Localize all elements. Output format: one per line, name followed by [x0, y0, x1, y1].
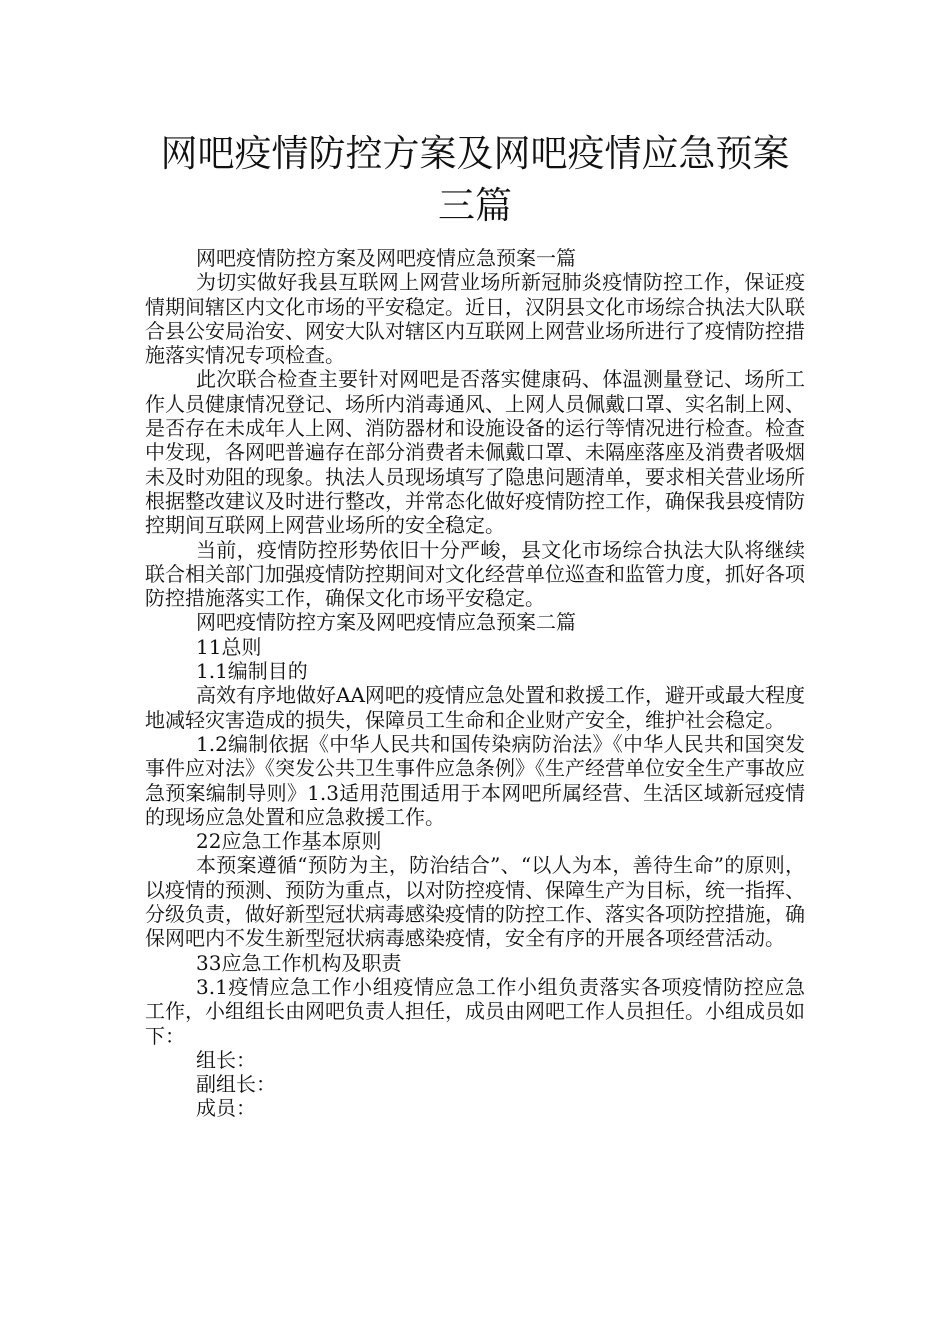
paragraph: 高效有序地做好AA网吧的疫情应急处置和救援工作，避开或最大程度地减轻灾害造成的损失，保障员工生命和企业财产安全，维护社会稳定。	[145, 683, 805, 732]
member-line-deputy: 副组长：	[196, 1072, 276, 1097]
paragraph: 当前，疫情防控形势依旧十分严峻，县文化市场综合执法大队将继续联合相关部门加强疫情防控期间对文化经营单位巡查和监管力度，抓好各项防控措施落实工作，确保文化市场平安稳定。	[145, 537, 805, 611]
paragraph: 此次联合检查主要针对网吧是否落实健康码、体温测量登记、场所工作人员健康情况登记、场所内消毒通风、上网人员佩戴口罩、实名制上网、是否存在未成年人上网、消防器材和设施设备的运行等情况进行检查。检查中发现，各网吧普遍存在部分消费者未佩戴口罩、未隔座落座及消费者吸烟未及时劝阻的现象。执法人员现场填写了隐患问题清单，要求相关营业场所根据整改建议及时进行整改，并常态化做好疫情防控工作，确保我县疫情防控期间互联网上网营业场所的安全稳定。	[145, 367, 805, 538]
document-body	[145, 246, 805, 1121]
section-heading: 11总则	[196, 634, 262, 659]
subsection-heading: 1.1编制目的	[196, 659, 308, 684]
paragraph-heading-part2: 网吧疫情防控方案及网吧疫情应急预案二篇	[196, 610, 576, 635]
paragraph: 本预案遵循“预防为主，防治结合”、“以人为本，善待生命”的原则，以疫情的预测、预防为重点，以对防控疫情、保障生产为目标，统一指挥、分级负责，做好新型冠状病毒感染疫情的防控工作、落实各项防控措施，确保网吧内不发生新型冠状病毒感染疫情，安全有序的开展各项经营活动。	[145, 853, 805, 951]
document-title: 网吧疫情防控方案及网吧疫情应急预案三篇	[160, 132, 790, 227]
paragraph: 3.1疫情应急工作小组疫情应急工作小组负责落实各项疫情防控应急工作，小组组长由网吧负责人担任，成员由网吧工作人员担任。小组成员如下：	[145, 974, 805, 1048]
member-line-leader: 组长：	[196, 1047, 256, 1072]
member-line-members: 成员：	[196, 1096, 256, 1121]
paragraph-heading-part1: 网吧疫情防控方案及网吧疫情应急预案一篇	[196, 246, 576, 270]
section-heading: 22应急工作基本原则	[196, 829, 382, 854]
section-heading: 33应急工作机构及职责	[196, 950, 402, 975]
paragraph: 1.2编制依据《中华人民共和国传染病防治法》《中华人民共和国突发事件应对法》《突发公共卫生事件应急条例》《生产经营单位安全生产事故应急预案编制导则》1.3适用范围适用于本网吧所属经营、生活区域新冠疫情的现场应急处置和应急救援工作。	[145, 731, 805, 829]
paragraph: 为切实做好我县互联网上网营业场所新冠肺炎疫情防控工作，保证疫情期间辖区内文化市场的平安稳定。近日，汉阴县文化市场综合执法大队联合县公安局治安、网安大队对辖区内互联网上网营业场所进行了疫情防控措施落实情况专项检查。	[145, 270, 805, 368]
